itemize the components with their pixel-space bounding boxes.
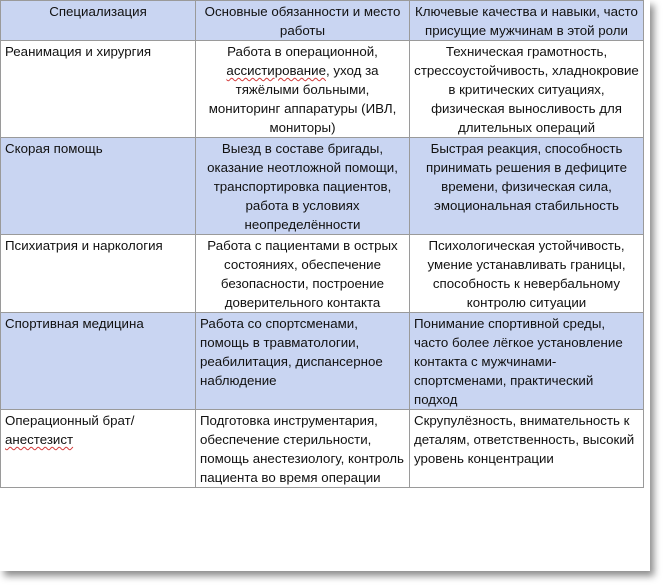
cell-qualities: Скрупулёзность, внимательность к деталям, ответственность, высокий уровень концентрации [410, 410, 644, 488]
cell-specialization [1, 410, 196, 488]
table-row [1, 138, 644, 235]
spellcheck-marked-word: ассистирование [226, 63, 326, 78]
spellcheck-marked-word: анестезист [5, 432, 74, 447]
cell-qualities: Быстрая реакция, способность принимать решения в дефиците времени, физическая сила, эмоциональная стабильность [410, 138, 644, 235]
cell-duties: Работа со спортсменами, помощь в травматологии, реабилитация, диспансерное наблюдение [196, 313, 410, 410]
header-specialization: Специализация [1, 1, 196, 41]
cell-duties: Подготовка инструментария, обеспечение стерильности, помощь анестезиологу, контроль пациента во время операции [196, 410, 410, 488]
cell-duties: Работа с пациентами в острых состояниях, обеспечение безопасности, построение доверительного контакта [196, 235, 410, 313]
cell-specialization: Психиатрия и наркология [1, 235, 196, 313]
cell-qualities: Техническая грамотность, стрессоустойчивость, хладнокровие в критических ситуациях, физическая выносливость для длительных операций [410, 41, 644, 138]
table-row [1, 41, 644, 138]
cell-specialization: Скорая помощь [1, 138, 196, 235]
cell-duties [196, 41, 410, 138]
duties-text: Работа в операционной, [227, 44, 378, 59]
cell-specialization: Спортивная медицина [1, 313, 196, 410]
cell-qualities: Психологическая устойчивость, умение устанавливать границы, способность к невербальному контролю ситуации [410, 235, 644, 313]
cell-qualities: Понимание спортивной среды, часто более лёгкое установление контакта с мужчинами-спортсменами, практический подход [410, 313, 644, 410]
table-row [1, 410, 644, 488]
table-header-row [1, 1, 644, 41]
cell-duties: Выезд в составе бригады, оказание неотложной помощи, транспортировка пациентов, работа в условиях неопределённости [196, 138, 410, 235]
header-duties: Основные обязанности и место работы [196, 1, 410, 41]
table-row [1, 313, 644, 410]
header-qualities: Ключевые качества и навыки, часто присущие мужчинам в этой роли [410, 1, 644, 41]
specialization-text: Операционный брат/ [5, 413, 135, 428]
table-row [1, 235, 644, 313]
cell-specialization: Реанимация и хирургия [1, 41, 196, 138]
duties-text: , уход за тяжёлыми больными, мониторинг аппаратуры (ИВЛ, мониторы) [208, 63, 397, 135]
